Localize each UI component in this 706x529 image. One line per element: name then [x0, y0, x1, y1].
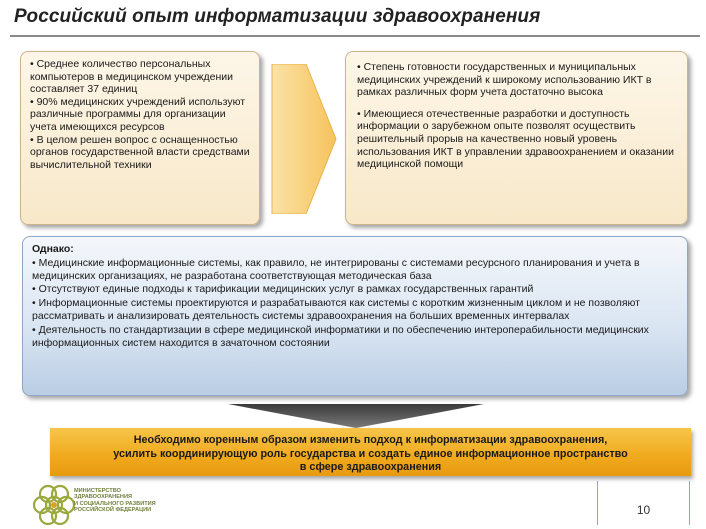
- list-item: • Медицинские информационные системы, как правило, не интегрированы с системами ресурсного планирования и учета в медицинских организациях, не разработана соответствующая методическая база: [32, 256, 640, 282]
- conclusion-line: усилить координирующую роль государства и создать единое информационное пространство: [113, 447, 628, 460]
- logo-line: МИНИСТЕРСТВО: [74, 488, 121, 494]
- conclusion-banner: [50, 428, 691, 476]
- list-item: • В целом решен вопрос с оснащенностью органов государственной власти средствами вычислительной техники: [30, 133, 250, 171]
- however-heading: Однако:: [32, 243, 74, 255]
- conclusion-line: Необходимо коренным образом изменить подход к информатизации здравоохранения,: [133, 434, 608, 446]
- down-arrow-icon: [228, 404, 484, 428]
- current-state-box: [20, 51, 260, 225]
- list-item: • Деятельность по стандартизации в сфере медицинской информатики и по обеспечению интероперабильности медицинских информационных систем находится в зачаточном состоянии: [32, 323, 649, 349]
- list-item: • Отсутствуют единые подходы к тарификации медицинских услуг в рамках государственных гарантий: [32, 283, 534, 296]
- list-item: • Степень готовности государственных и муниципальных медицинских учреждений к широкому использованию ИКТ в рамках различных форм учета достаточно высока: [357, 61, 652, 99]
- list-item: • Имеющиеся отечественные разработки и доступность информации о зарубежном опыте позволят осуществить решительный прорыв на качественно новый уровень использования ИКТ в управлении здравоохранением и оказании медицинской помощи: [357, 107, 674, 171]
- right-arrow-icon: [266, 64, 338, 214]
- page-title: Российский опыт информатизации здравоохранения: [14, 6, 541, 27]
- conclusion-line: в сфере здравоохранения: [299, 461, 442, 473]
- however-box: [22, 236, 688, 396]
- title-divider: [10, 35, 700, 37]
- list-item: • Среднее количество персональных компьютеров в медицинском учреждении составляет 37 единиц: [30, 58, 234, 96]
- logo-line: РОССИЙСКОЙ ФЕДЕРАЦИИ: [74, 506, 152, 513]
- logo-line: ЗДРАВООХРАНЕНИЯ: [74, 494, 133, 501]
- list-item: • Информационные системы проектируются и разрабатываются как системы с коротким жизненным циклом и не позволяют рассматривать и анализировать деятельность системы здравоохранения на больших временных интервалах: [32, 297, 640, 322]
- list-item: • 90% медицинских учреждений используют различные программы для организации учета имеющихся ресурсов: [30, 95, 246, 133]
- ministry-logo-text: [74, 488, 184, 513]
- logo-line: И СОЦИАЛЬНОГО РАЗВИТИЯ: [74, 500, 156, 507]
- readiness-box: [345, 51, 688, 225]
- page-number: 10: [597, 481, 690, 525]
